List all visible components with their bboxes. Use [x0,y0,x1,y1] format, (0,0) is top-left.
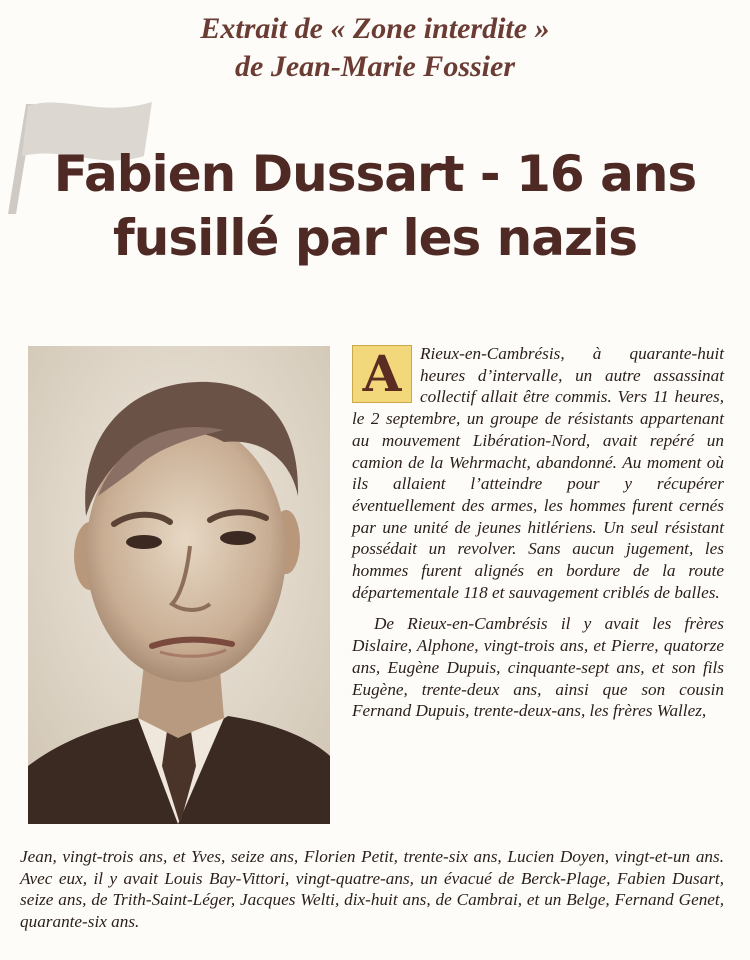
portrait-photo [28,346,330,824]
kicker-line-2: de Jean-Marie Fossier [235,50,515,83]
kicker-line-1: Extrait de « Zone interdite » [200,12,550,45]
headline-line-1: Fabien Dussart - 16 ans [53,145,697,203]
article-paragraph-1: Rieux-en-Cambrésis, à quarante-huit heures d’intervalle, un autre assassinat collectif allait être commis. Vers 11 heures, le 2 septembre, un groupe de résistants appartenant au mouvement Libération-Nord, avait repéré un camion de la Wehrmacht, abandonné. Au moment où ils allaient l’atteindre pour y récupérer éventuellement des armes, les hommes furent cernés par une unité de jeunes hitlériens. Un seul résistant possédait un revolver. Sans aucun jugement, les hommes furent alignés en bordure de la route départementale 118 et sauvagement criblés de balles. [352,344,724,602]
article-body [352,343,724,722]
article-paragraph-2-continuation: Jean, vingt-trois ans, et Yves, seize ans, Florien Petit, trente-six ans, Lucien Doyen, vingt-et-un ans. Avec eux, il y avait Louis Bay-Vittori, vingt-quatre-ans, un évacué de Berck-Plage, Fabien Dusart, seize ans, de Trith-Saint-Léger, Jacques Welti, dix-huit ans, de Cambrai, et un Belge, Fernand Genet, quarante-six ans. [20,847,724,932]
article-paragraph-2: De Rieux-en-Cambrésis il y avait les frères Dislaire, Alphone, vingt-trois ans, et Pierre, quatorze ans, Eugène Dupuis, cinquante-sept ans, et son fils Eugène, trente-deux ans, ainsi que son cousin Fernand Dupuis, trente-deux-ans, les frères Wallez, [352,614,724,721]
article-headline [0,142,750,270]
drop-cap: A [352,345,412,403]
headline-line-2: fusillé par les nazis [113,209,637,267]
article-kicker [0,10,750,86]
